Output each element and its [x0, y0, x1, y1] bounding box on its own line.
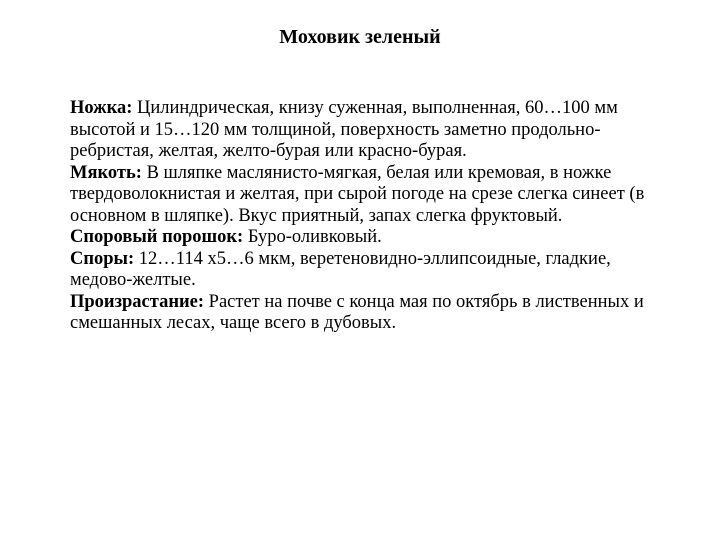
term-spore-powder: Споровый порошок:	[70, 227, 244, 247]
term-stem: Ножка:	[70, 98, 133, 118]
slide-body	[70, 98, 650, 335]
paragraph-spore-powder	[70, 227, 650, 249]
paragraph-stem	[70, 98, 650, 163]
paragraph-habitat	[70, 292, 650, 335]
term-spores: Споры:	[70, 248, 135, 269]
description-spore-powder: Буро-оливковый.	[243, 227, 382, 247]
paragraph-flesh	[70, 163, 650, 228]
description-spores: 12…114 х5…6 мкм, веретеновидно-эллипсоидные, гладкие, медово-желтые.	[70, 248, 611, 290]
term-flesh: Мякоть:	[70, 162, 142, 183]
paragraph-spores	[70, 249, 650, 292]
description-stem: Цилиндрическая, книзу суженная, выполненная, 60…100 мм высотой и 15…120 мм толщиной, поверхность заметно продольно-ребристая, желтая, желто-бурая или красно-бурая.	[70, 98, 618, 161]
slide-title: Моховик зеленый	[279, 26, 441, 48]
description-flesh: В шляпке маслянисто-мягкая, белая или кремовая, в ножке твердоволокнистая и желтая, при сырой погоде на срезе слегка синеет (в основном в шляпке). Вкус приятный, запах слегка фруктовый.	[70, 162, 645, 226]
description-habitat: Растет на почве с конца мая по октябрь в лиственных и смешанных лесах, чаще всего в дубовых.	[70, 291, 644, 333]
term-habitat: Произрастание:	[70, 291, 205, 312]
